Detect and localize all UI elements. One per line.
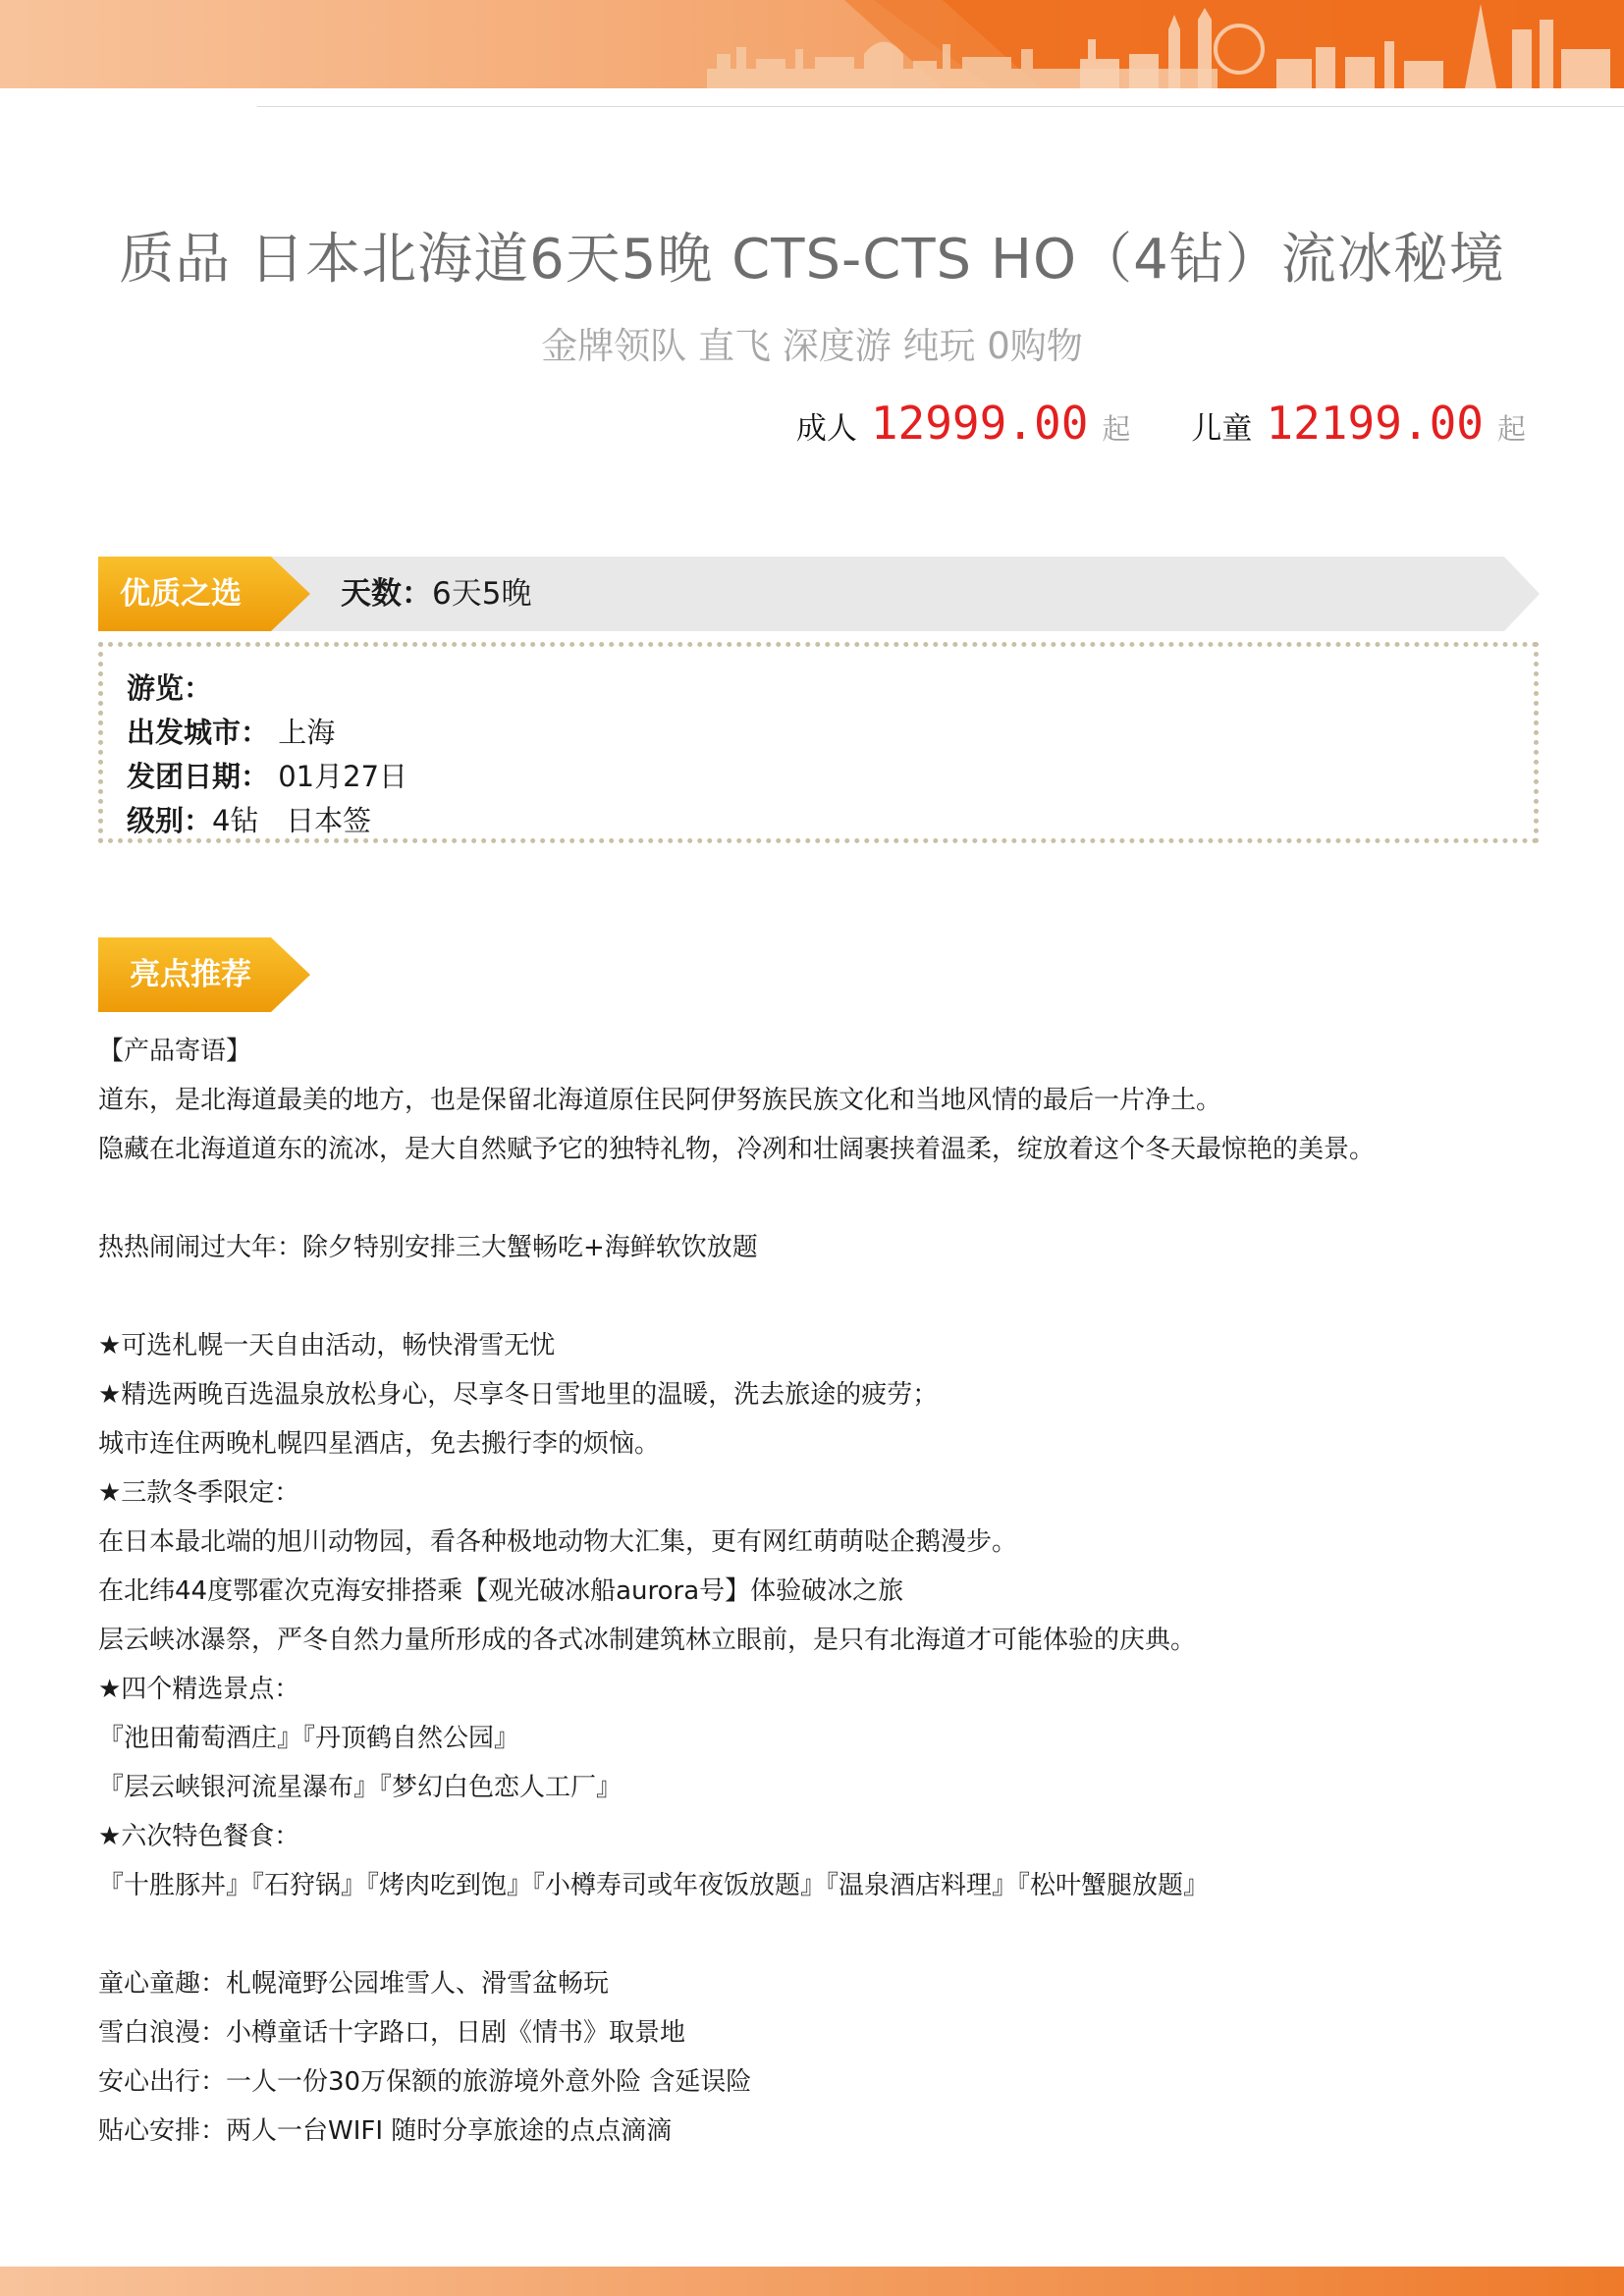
city-skyline-decoration [0, 0, 1624, 88]
highlight-line: 层云峡冰瀑祭，严冬自然力量所形成的各式冰制建筑林立眼前，是只有北海道才可能体验的庆典。 [98, 1626, 1197, 1655]
days-info [341, 557, 531, 631]
info-value: 01月27日 [269, 760, 408, 793]
adult-price-value: 12999.00 [870, 397, 1089, 450]
highlights-body [98, 1027, 1551, 2156]
highlight-line [98, 1272, 1551, 1321]
highlight-line: 『池田葡萄酒庄』『丹顶鹤自然公园』 [98, 1724, 520, 1753]
section-tag-label: 亮点推荐 [130, 957, 251, 992]
info-label: 级别： [127, 804, 213, 837]
highlight-line: 道东，是北海道最美的地方，也是保留北海道原住民阿伊努族民族文化和当地风情的最后一片净土。 [98, 1086, 1222, 1115]
info-line-departure-date [127, 755, 1534, 799]
days-bar [98, 557, 1540, 631]
highlight-line: 『层云峡银河流星瀑布』『梦幻白色恋人工厂』 [98, 1773, 623, 1802]
highlight-line: ★精选两晚百选温泉放松身心，尽享冬日雪地里的温暖，洗去旅途的疲劳； [98, 1380, 939, 1410]
section-tag-quality [98, 557, 310, 631]
section-tag-highlights [98, 937, 310, 1012]
highlight-line: 『十胜豚丼』『石狩锅』『烤肉吃到饱』『小樽寿司或年夜饭放题』『温泉酒店料理』『松叶蟹腿放题』 [98, 1871, 1210, 1900]
info-label: 发团日期： [127, 760, 270, 793]
tour-info-box [98, 642, 1539, 843]
highlight-line: 安心出行：一人一份30万保额的旅游境外意外险 含延误险 [98, 2067, 752, 2097]
info-line-departure-city [127, 711, 1534, 755]
adult-price-label: 成人 [795, 411, 857, 447]
child-price-label: 儿童 [1191, 411, 1253, 447]
header-divider [257, 106, 1624, 107]
section-tag-label: 优质之选 [120, 576, 242, 612]
highlight-line [98, 1174, 1551, 1223]
highlight-line: 童心童趣：札幌滝野公园堆雪人、滑雪盆畅玩 [98, 1969, 610, 1999]
days-label: 天数： [341, 576, 432, 612]
days-value: 6天5晚 [432, 576, 532, 612]
highlight-line: 热热闹闹过大年：除夕特别安排三大蟹畅吃+海鲜软饮放题 [98, 1233, 758, 1262]
highlight-line: 贴心安排：两人一台WIFI 随时分享旅途的点点滴滴 [98, 2116, 673, 2146]
info-line-tour [127, 667, 1534, 711]
highlight-line: 在日本最北端的旭川动物园，看各种极地动物大汇集，更有网红萌萌哒企鹅漫步。 [98, 1527, 1018, 1557]
highlight-line: 雪白浪漫：小樽童话十字路口，日剧《情书》取景地 [98, 2018, 686, 2048]
info-value: 上海 [269, 716, 336, 749]
highlight-line: ★四个精选景点： [98, 1675, 300, 1704]
adult-price-suffix: 起 [1102, 412, 1131, 446]
info-line-level [127, 799, 1534, 843]
page-subtitle: 金牌领队 直飞 深度游 纯玩 0购物 [541, 325, 1083, 367]
highlight-line: ★六次特色餐食： [98, 1822, 300, 1851]
highlight-line: 隐藏在北海道道东的流冰，是大自然赋予它的独特礼物，冷冽和壮阔裹挟着温柔，绽放着这个冬天最惊艳的美景。 [98, 1135, 1376, 1164]
info-label: 出发城市： [127, 716, 270, 749]
page-title: 质品 日本北海道6天5晚 CTS-CTS HO（4钻）流冰秘境 [119, 228, 1505, 292]
price-row [796, 397, 1526, 450]
footer-stripe [0, 2267, 1624, 2296]
highlight-line: 【产品寄语】 [98, 1037, 252, 1066]
child-price-value: 12199.00 [1266, 397, 1484, 450]
highlight-line [98, 1910, 1551, 1959]
header-banner [0, 0, 1624, 88]
highlight-line: 在北纬44度鄂霍次克海安排搭乘【观光破冰船aurora号】体验破冰之旅 [98, 1576, 904, 1606]
highlight-line: ★可选札幌一天自由活动，畅快滑雪无忧 [98, 1331, 556, 1361]
info-value: 4钻 日本签 [212, 804, 372, 837]
info-label: 游览： [127, 671, 213, 705]
highlight-line: 城市连住两晚札幌四星酒店，免去搬行李的烦恼。 [98, 1429, 661, 1459]
highlight-line: ★三款冬季限定： [98, 1478, 300, 1508]
child-price-suffix: 起 [1496, 412, 1526, 446]
